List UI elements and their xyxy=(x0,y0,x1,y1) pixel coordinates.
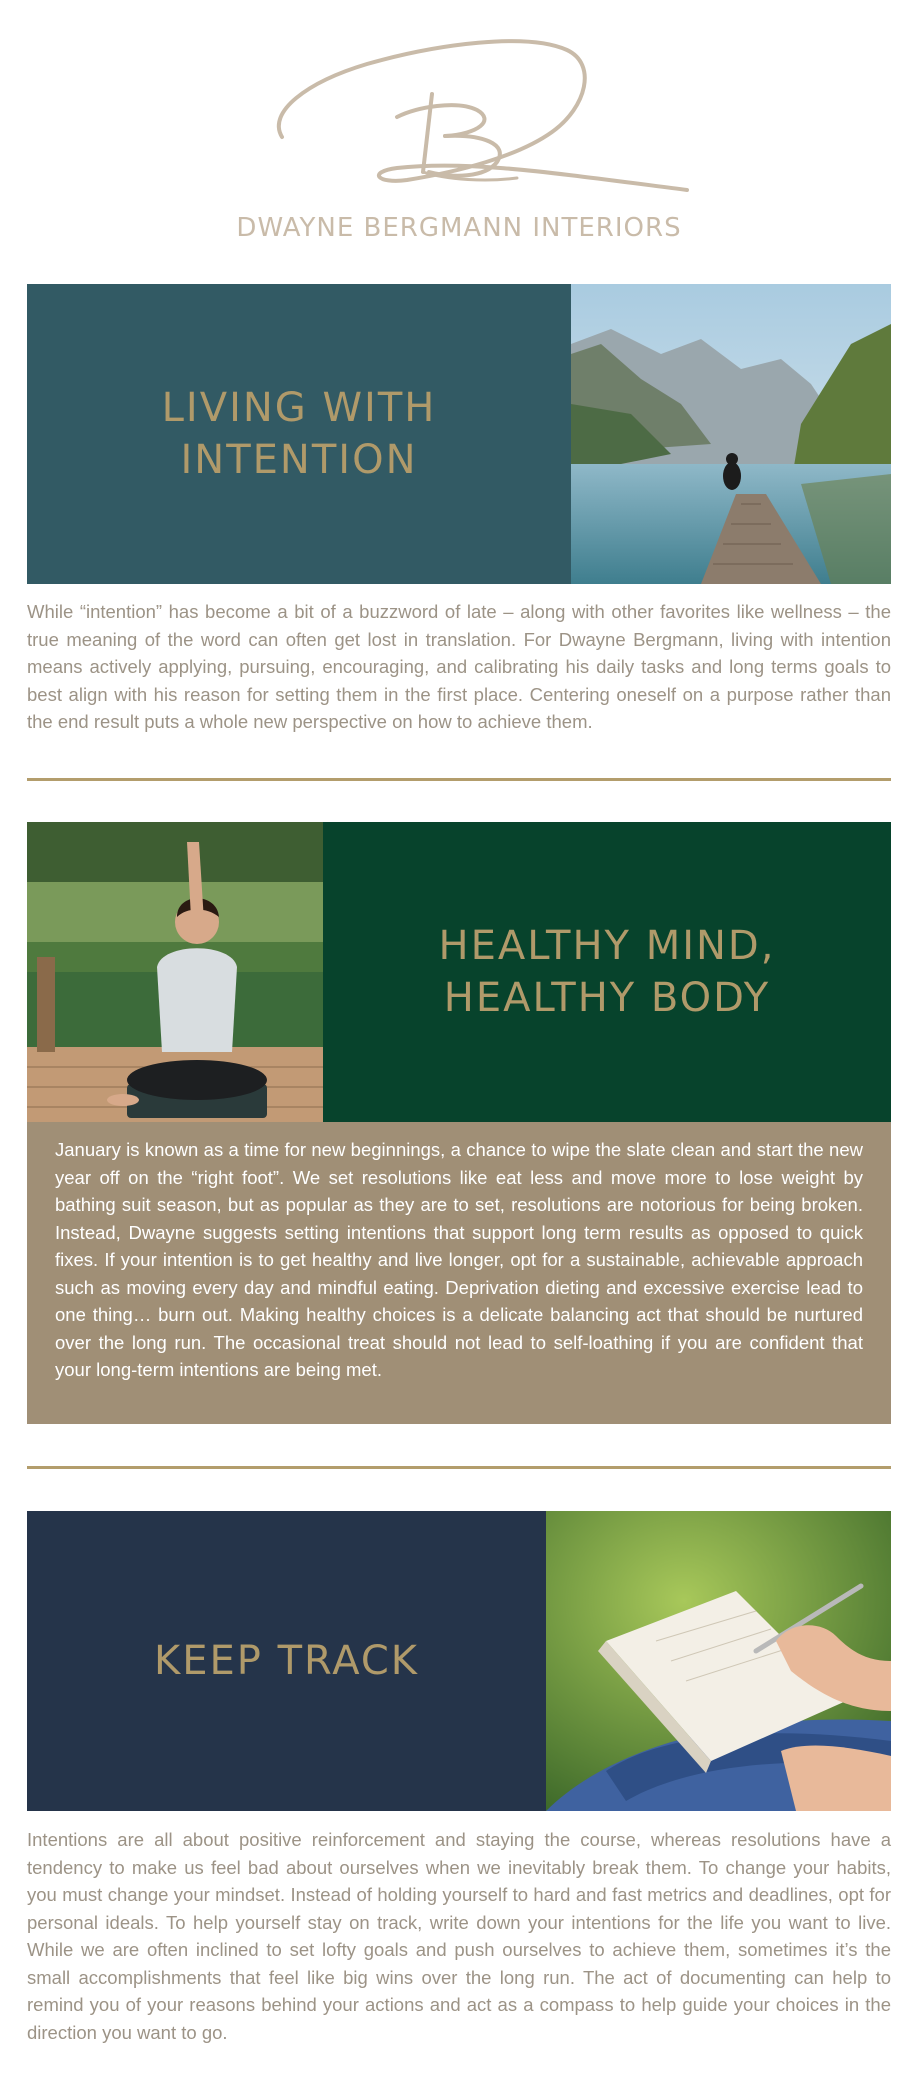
journal-image-icon xyxy=(546,1511,891,1811)
banner-healthy-mind xyxy=(27,822,891,1122)
section-title-line-2: INTENTION xyxy=(180,437,418,483)
section-title xyxy=(154,1635,419,1687)
yoga-image-icon xyxy=(27,822,323,1122)
section-title-line-1: HEALTHY MIND, xyxy=(438,923,776,969)
banner-keep-track xyxy=(27,1511,891,1811)
mountain-lake-dock-photo xyxy=(571,284,891,584)
banner-living-with-intention xyxy=(27,284,891,584)
section-title-line-1: LIVING WITH xyxy=(161,385,437,431)
section-title-line-2: HEALTHY BODY xyxy=(443,975,771,1021)
yoga-pose-photo xyxy=(27,822,323,1122)
brand-logo[interactable] xyxy=(27,0,891,270)
section-body-box: January is known as a time for new beginnings, a chance to wipe the slate clean and start the new year off on the “right foot”. We set resolutions like eat less and move more to lose weight by bathing suit season, but as popular as they are to set, resolutions are notorious for being broken. Instead, Dwayne suggests setting intentions that support long term results as opposed to quick fixes. If your intention is to get healthy and live longer, opt for a sustainable, achievable approach such as moving every day and mindful eating. Deprivation dieting and excessive exercise lead to one thing… burn out. Making healthy choices is a delicate balancing act that should be nurtured over the long run. The occasional treat should not lead to self-loathing if you are confident that your long-term intentions are being met. xyxy=(27,1122,891,1424)
section-title xyxy=(162,382,437,486)
title-panel xyxy=(27,284,571,584)
journal-writing-photo xyxy=(546,1511,891,1811)
title-panel xyxy=(27,1511,546,1811)
section-title xyxy=(439,920,776,1024)
section-divider xyxy=(27,1466,891,1469)
monogram-logo-icon xyxy=(247,22,707,202)
section-body-text: Intentions are all about positive reinforcement and staying the course, whereas resolutions have a tendency to make us feel bad about ourselves when we inevitably break them. To change your habits, you must change your mindset. Instead of holding yourself to hard and fast metrics and deadlines, opt for personal ideals. To help yourself stay on track, write down your intentions for the life you want to live. While we are often inclined to set lofty goals and push ourselves to achieve them, sometimes it’s the small accomplishments that feel like big wins over the long run. The act of documenting can help to remind you of your reasons behind your actions and act as a compass to help guide your choices in the direction you want to go. xyxy=(27,1829,891,2043)
section-body-text: While “intention” has become a bit of a buzzword of late – along with other favorites like wellness – the true meaning of the word can often get lost in translation. For Dwayne Bergmann, living with intention means actively applying, pursuing, encouraging, and calibrating his daily tasks and long terms goals to best align with his reason for setting them in the first place. Centering oneself on a purpose rather than the end result puts a whole new perspective on how to achieve them. xyxy=(27,601,891,732)
mountain-lake-image-icon xyxy=(571,284,891,584)
title-panel xyxy=(323,822,891,1122)
section-divider xyxy=(27,778,891,781)
brand-name: DWAYNE BERGMANN INTERIORS xyxy=(236,213,682,243)
section-title-line-1: KEEP TRACK xyxy=(153,1638,420,1684)
